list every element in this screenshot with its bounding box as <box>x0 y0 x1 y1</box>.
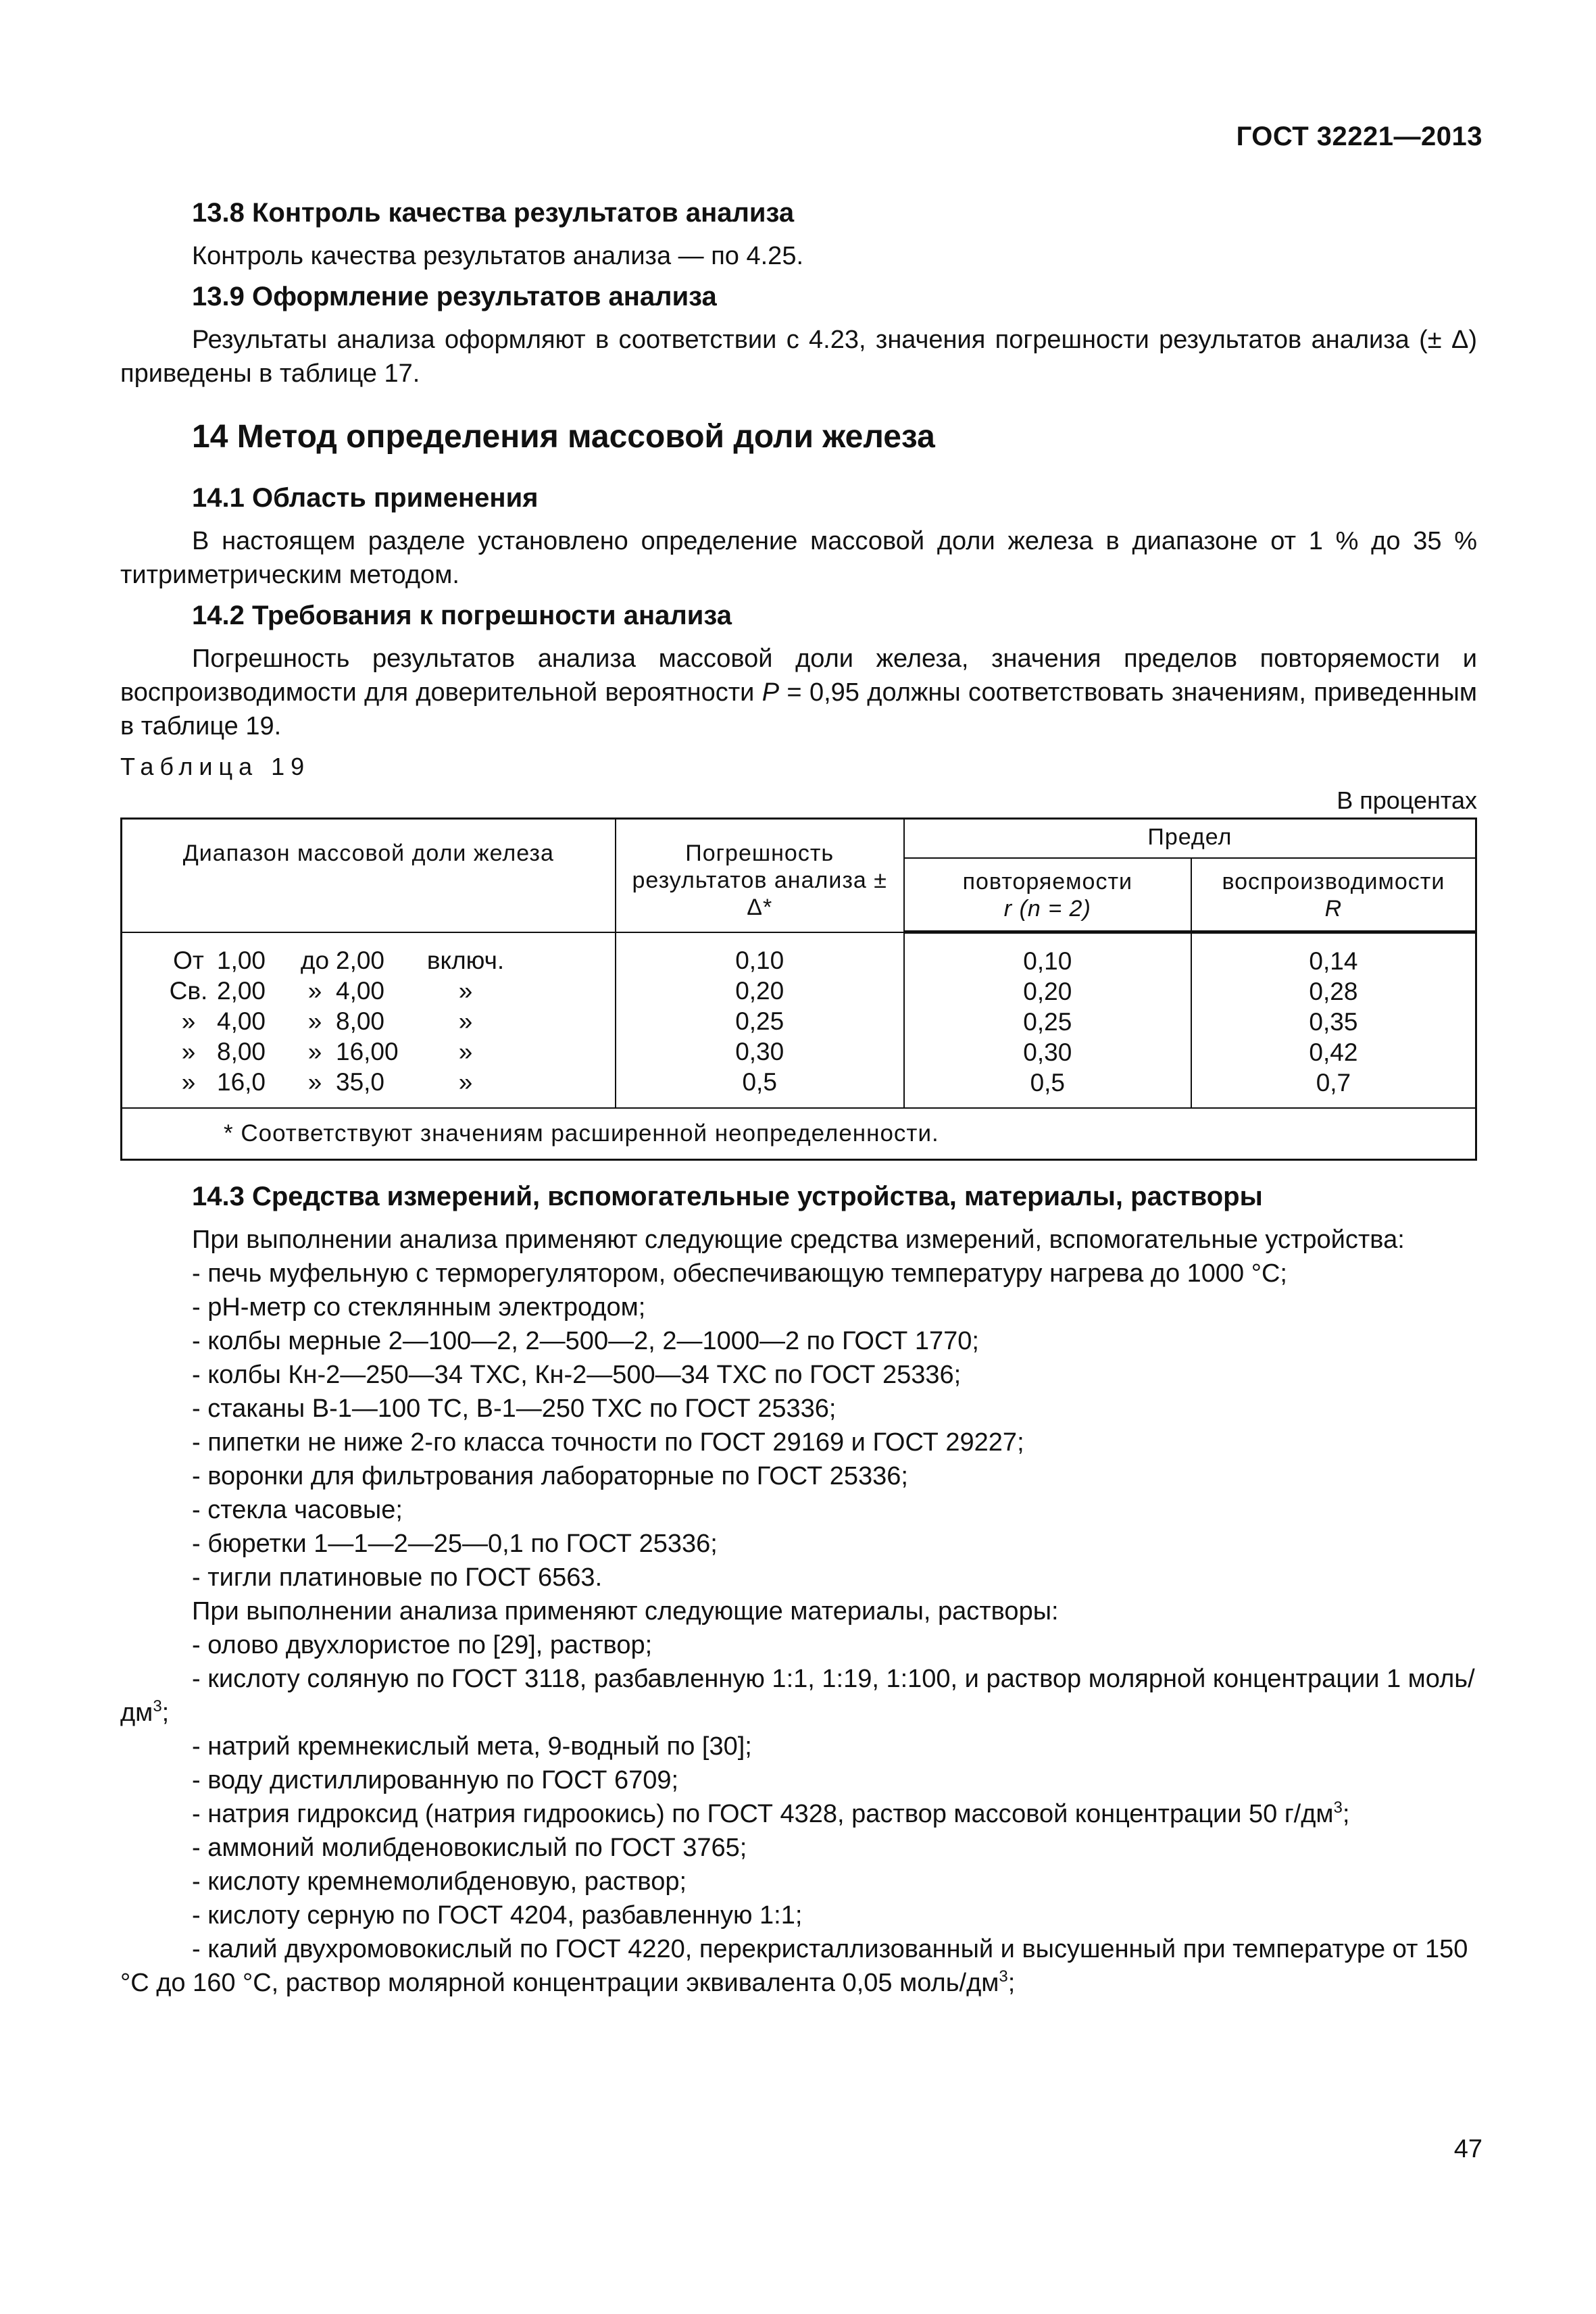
error-column <box>616 932 904 1109</box>
section-14-title: 14 Метод определения массовой доли железа <box>192 419 935 455</box>
superscript: 3 <box>153 1697 162 1715</box>
material-item: - олово двухлористое по [29], раствор; <box>192 1631 653 1659</box>
reproducibility-value: 0,28 <box>1309 978 1358 1005</box>
repeatability-value: 0,20 <box>1023 978 1072 1005</box>
range-tail: » <box>458 1037 473 1065</box>
instrument-item: - печь муфельную с терморегулятором, обеспечивающую температуру нагрева до 1000 °С; <box>192 1259 1287 1288</box>
material-text: - натрия гидроксид (натрия гидроокись) по ГОСТ 4328, раствор массовой концентрации 50 г/дм <box>192 1800 1334 1828</box>
section-13-9-title: 13.9 Оформление результатов анализа <box>192 282 717 311</box>
table-19-header-row-1 <box>122 819 1476 859</box>
instrument-item: - стаканы В-1—100 ТС, В-1—250 ТХС по ГОСТ 25336; <box>192 1394 837 1423</box>
range-row <box>160 1006 608 1036</box>
range-pre: От <box>173 946 204 974</box>
instrument-item: - колбы мерные 2—100—2, 2—500—2, 2—1000—2 по ГОСТ 1770; <box>192 1327 979 1355</box>
range-to: 35,0 <box>336 1067 385 1096</box>
section-14-2-text-b: = 0,95 должны соответствовать значениям, приведенным в таблице 19. <box>120 678 1477 740</box>
range-pre: » <box>181 1037 196 1065</box>
range-from: 4,00 <box>217 1007 266 1035</box>
col-header-reproducibility <box>1191 858 1476 932</box>
section-14-2-title: 14.2 Требования к погрешности анализа <box>192 601 732 630</box>
table-19-footnote-row <box>122 1108 1476 1160</box>
range-row <box>160 976 608 1006</box>
section-13-8-title: 13.8 Контроль качества результатов анализа <box>192 198 795 228</box>
material-item: - воду дистиллированную по ГОСТ 6709; <box>192 1766 679 1794</box>
material-item: - натрий кремнекислый мета, 9-водный по [30]; <box>192 1732 752 1761</box>
error-value: 0,5 <box>742 1067 777 1096</box>
repeatability-value: 0,30 <box>1023 1038 1072 1066</box>
range-to: 8,00 <box>336 1007 385 1035</box>
range-to-word: » <box>307 976 322 1005</box>
table-19-body <box>122 932 1476 1109</box>
instrument-item: - воронки для фильтрования лабораторные по ГОСТ 25336; <box>192 1462 908 1490</box>
range-tail: » <box>458 1067 473 1096</box>
section-14-3-body <box>120 1223 1477 2000</box>
range-tail: включ. <box>426 946 505 974</box>
superscript: 3 <box>999 1967 1008 1986</box>
col-header-limit: Предел <box>904 819 1476 859</box>
repeatability-symbol: r (n = 2) <box>1003 896 1091 922</box>
material-text-end: ; <box>161 1699 170 1727</box>
reproducibility-value: 0,35 <box>1309 1008 1358 1036</box>
reproducibility-value: 0,42 <box>1309 1038 1358 1066</box>
range-tail: » <box>458 976 473 1005</box>
instrument-item: - колбы Кн-2—250—34 ТХС, Кн-2—500—34 ТХС по ГОСТ 25336; <box>192 1361 962 1389</box>
col-header-error: Погрешность результатов анализа ± Δ* <box>616 819 904 932</box>
reproducibility-value: 0,14 <box>1309 947 1358 975</box>
range-pre: » <box>181 1007 196 1035</box>
error-value: 0,20 <box>735 976 784 1005</box>
section-14-2-text-a: Погрешность результатов анализа массовой доли железа, значения пределов повторяемости и воспроизводимости для доверительной вероятности <box>120 645 1477 707</box>
range-from: 16,0 <box>217 1067 266 1096</box>
material-text-end: ; <box>1342 1800 1350 1828</box>
material-item: - аммоний молибденовокислый по ГОСТ 3765; <box>192 1834 747 1862</box>
range-from: 8,00 <box>217 1037 266 1065</box>
section-14-2-text <box>120 642 1477 743</box>
range-pre: » <box>181 1067 196 1096</box>
material-text: - кислоту соляную по ГОСТ 3118, разбавленную 1:1, 1:19, 1:100, и раствор молярной концентрации 1 моль/дм <box>120 1665 1475 1727</box>
table-19 <box>120 818 1477 1161</box>
page-content <box>120 196 1477 2000</box>
range-pre: Св. <box>169 976 208 1005</box>
reproducibility-value: 0,7 <box>1316 1069 1351 1097</box>
superscript: 3 <box>1333 1799 1343 1817</box>
range-to-word: » <box>307 1067 322 1096</box>
instrument-item: - рН-метр со стеклянным электродом; <box>192 1293 646 1322</box>
table-19-units: В процентах <box>1337 786 1477 814</box>
instrument-item: - стекла часовые; <box>192 1496 403 1524</box>
page-number: 47 <box>1453 2135 1482 2163</box>
table-19-footnote: * Соответствуют значениям расширенной неопределенности. <box>122 1108 1476 1160</box>
probability-symbol: P <box>762 678 780 707</box>
range-to: 2,00 <box>336 946 385 974</box>
range-tail: » <box>458 1007 473 1035</box>
reproducibility-symbol: R <box>1324 896 1343 922</box>
reproducibility-label: воспроизводимости <box>1222 869 1445 895</box>
material-item: - кислоту кремнемолибденовую, раствор; <box>192 1867 687 1896</box>
range-to: 16,00 <box>336 1037 399 1065</box>
repeatability-column <box>904 932 1191 1109</box>
materials-intro: При выполнении анализа применяют следующие материалы, растворы: <box>192 1597 1059 1626</box>
material-text-end: ; <box>1007 1969 1016 1997</box>
range-row <box>160 945 608 976</box>
error-value: 0,25 <box>735 1007 784 1035</box>
range-to: 4,00 <box>336 976 385 1005</box>
section-14-1-title: 14.1 Область применения <box>192 483 539 513</box>
section-14-3-title: 14.3 Средства измерений, вспомогательные устройства, материалы, растворы <box>192 1182 1263 1211</box>
material-item <box>120 1932 1477 2000</box>
range-row <box>160 1067 608 1097</box>
instrument-item: - тигли платиновые по ГОСТ 6563. <box>192 1563 603 1592</box>
instrument-item: - бюретки 1—1—2—25—0,1 по ГОСТ 25336; <box>192 1530 718 1558</box>
section-13-9-text: Результаты анализа оформляют в соответствии с 4.23, значения погрешности результатов анализа (± Δ) приведены в таблице 17. <box>120 326 1477 388</box>
col-header-repeatability <box>904 858 1191 932</box>
range-to-word: до <box>300 946 330 974</box>
material-text: - калий двухромовокислый по ГОСТ 4220, перекристаллизованный и высушенный при температуре от 150 °С до 160 °С, раствор молярной концентрации эквивалента 0,05 моль/дм <box>120 1935 1468 1997</box>
repeatability-label: повторяемости <box>962 869 1133 895</box>
repeatability-value: 0,25 <box>1023 1008 1072 1036</box>
instruments-list <box>120 1257 1477 1594</box>
repeatability-value: 0,5 <box>1030 1069 1066 1097</box>
instrument-item: - пипетки не ниже 2-го класса точности по ГОСТ 29169 и ГОСТ 29227; <box>192 1428 1024 1457</box>
range-to-word: » <box>307 1037 322 1065</box>
range-row <box>160 1036 608 1067</box>
error-value: 0,30 <box>735 1037 784 1065</box>
reproducibility-column <box>1191 932 1476 1109</box>
section-14-1-text: В настоящем разделе установлено определение массовой доли железа в диапазоне от 1 % до 35 % титриметрическим методом. <box>120 527 1477 589</box>
material-item <box>120 1662 1477 1730</box>
instruments-intro: При выполнении анализа применяют следующие средства измерений, вспомогательные устройства: <box>192 1226 1405 1254</box>
col-header-range: Диапазон массовой доли железа <box>122 819 616 932</box>
range-from: 1,00 <box>217 946 266 974</box>
repeatability-value: 0,10 <box>1023 947 1072 975</box>
range-column <box>122 932 616 1109</box>
material-item: - кислоту серную по ГОСТ 4204, разбавленную 1:1; <box>192 1901 803 1930</box>
material-item <box>120 1797 1477 1831</box>
table-19-caption: Таблица 19 <box>120 753 311 780</box>
document-code: ГОСТ 32221—2013 <box>1236 122 1482 151</box>
error-value: 0,10 <box>735 946 784 974</box>
range-to-word: » <box>307 1007 322 1035</box>
section-13-8-text: Контроль качества результатов анализа — по 4.25. <box>192 242 804 270</box>
table-19-caption-row <box>120 750 1477 818</box>
range-from: 2,00 <box>217 976 266 1005</box>
